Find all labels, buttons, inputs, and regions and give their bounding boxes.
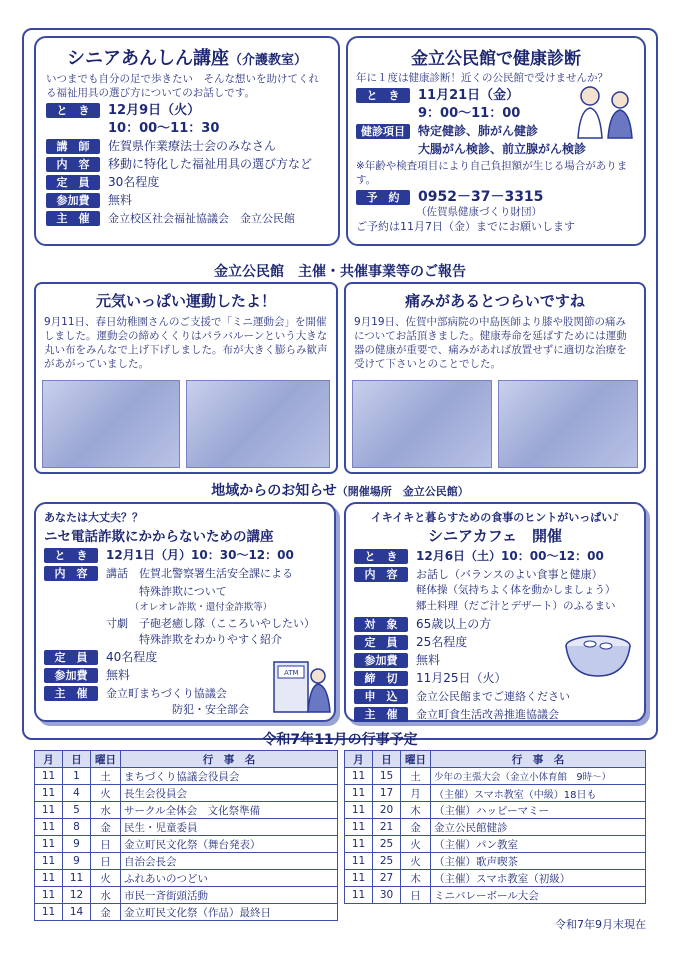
- health-value-items: 特定健診、肺がん健診: [418, 124, 539, 138]
- report2-photo-right: [498, 380, 638, 468]
- cell-event: 民生・児童委員: [121, 819, 338, 836]
- table-row: [35, 785, 338, 802]
- cell-weekday: 金: [91, 904, 121, 921]
- cell-event: （主催）ハッピーマミー: [431, 802, 646, 819]
- health-check-box: [346, 36, 646, 246]
- cell-day: 9: [63, 853, 91, 870]
- table-row: [345, 819, 646, 836]
- senior-cafe-box: [344, 502, 646, 722]
- fraud-title: ニセ電話詐欺にかからないための講座: [44, 529, 274, 545]
- cell-month: 11: [35, 768, 63, 785]
- cafe-value-content3: 郷土料理（だご汁とデザート）のふるまい: [416, 600, 616, 612]
- cafe-label-capacity: 定 員: [354, 635, 408, 650]
- table-row: [345, 768, 646, 785]
- report-exercise-box: [34, 282, 338, 474]
- cell-day: 14: [63, 904, 91, 921]
- cell-weekday: 火: [91, 785, 121, 802]
- cafe-value-deadline: 11月25日（火）: [416, 671, 507, 685]
- senior-course-box: [34, 36, 340, 246]
- senior-rows: [46, 103, 328, 226]
- health-label-reserve: 予 約: [356, 190, 410, 205]
- senior-title: [46, 44, 328, 70]
- fraud-label-date: と き: [44, 548, 98, 563]
- table-row: [35, 768, 338, 785]
- senior-value-time: 10：00～11：30: [108, 121, 220, 136]
- senior-value-capacity: 30名程度: [108, 175, 160, 189]
- fraud-row-content4: [44, 616, 326, 631]
- report1-title: 元気いっぱい運動したよ！: [95, 292, 276, 310]
- senior-label-date: と き: [46, 103, 100, 118]
- table-row: [35, 870, 338, 887]
- cafe-row-host: [354, 707, 636, 722]
- cell-day: 17: [373, 785, 401, 802]
- calendar-header-row: [345, 751, 646, 768]
- cafe-value-date: 12月6日（土）10：00～12：00: [416, 549, 604, 563]
- senior-value-host: 金立校区社会福祉協議会 金立公民館: [108, 212, 295, 225]
- cafe-value-host: 金立町食生活改善推進協議会: [416, 708, 559, 721]
- fraud-label-capacity: 定 員: [44, 650, 98, 665]
- health-row-items2: [356, 142, 636, 157]
- cell-event: サークル全体会 文化祭準備: [121, 802, 338, 819]
- report2-photo-left: [352, 380, 492, 468]
- cafe-label-target: 対 象: [354, 617, 408, 632]
- report-heading: 金立公民館 主催・共催事業等のご報告: [214, 264, 466, 280]
- cafe-row-content: [354, 567, 636, 582]
- senior-row-host: [46, 211, 328, 226]
- health-value-items2: 大腸がん検診、前立腺がん検診: [418, 142, 587, 156]
- calendar-footer: 令和7年9月末現在: [555, 918, 646, 931]
- cell-day: 11: [63, 870, 91, 887]
- cell-month: 11: [345, 836, 373, 853]
- cell-event: （主催）歌声喫茶: [431, 853, 646, 870]
- senior-row-lecturer: [46, 139, 328, 154]
- header-day: 日: [63, 751, 91, 768]
- health-intro: 年に１度は健康診断！近くの公民館で受けませんか？: [356, 72, 608, 84]
- senior-label-host: 主 催: [46, 211, 100, 226]
- cell-month: 11: [345, 785, 373, 802]
- fraud-value-content5: 特殊詐欺をわかりやすく紹介: [106, 633, 282, 646]
- cell-month: 11: [35, 785, 63, 802]
- senior-value-fee: 無料: [108, 193, 133, 207]
- health-note: ※年齢や検査項目により自己負担額が生じる場合があります。: [356, 160, 628, 186]
- cell-weekday: 日: [91, 836, 121, 853]
- senior-row-content: [46, 157, 328, 172]
- cafe-row-content3: [354, 599, 636, 614]
- senior-title-sub: （介護教室）: [228, 53, 307, 68]
- cell-day: 8: [63, 819, 91, 836]
- fraud-value-date: 12月1日（月）10：30～12：00: [106, 548, 294, 562]
- cell-weekday: 火: [401, 853, 431, 870]
- cell-day: 1: [63, 768, 91, 785]
- cafe-label-deadline: 締 切: [354, 671, 408, 686]
- cell-month: 11: [345, 887, 373, 904]
- cell-weekday: 金: [401, 819, 431, 836]
- senior-intro: いつまでも自分の足で歩きたい そんな想いを助けてくれる福祉用具の選び方についてのお話しです。: [46, 73, 319, 99]
- cell-month: 11: [345, 819, 373, 836]
- senior-value-lecturer: 佐賀県作業療法士会のみなさん: [108, 139, 277, 153]
- fraud-row-content3: [44, 600, 326, 615]
- fraud-row-content5: [44, 632, 326, 647]
- cafe-label-date: と き: [354, 549, 408, 564]
- cell-event: （主催）スマホ教室（初級）: [431, 870, 646, 887]
- report1-body: 9月11日、春日幼稚園さんのご支援で「ミニ運動会」を開催しました。運動会の締めくくりはパラバルーンという大きな丸い布をみんなで上げ下げしました。布が大きく膨らみ歓声があがっていました。: [44, 316, 328, 370]
- health-title: 金立公民館で健康診断: [411, 49, 581, 69]
- table-row: [35, 802, 338, 819]
- header-weekday: 曜日: [91, 751, 121, 768]
- table-row: [345, 870, 646, 887]
- cell-weekday: 木: [401, 870, 431, 887]
- cafe-label-apply: 申 込: [354, 689, 408, 704]
- fraud-value-content: 講話 佐賀北警察署生活安全課による: [106, 567, 293, 580]
- senior-label-capacity: 定 員: [46, 175, 100, 190]
- cell-month: 11: [345, 870, 373, 887]
- senior-row-date: [46, 103, 328, 118]
- cell-weekday: 水: [91, 887, 121, 904]
- cafe-title: シニアカフェ 開催: [427, 527, 563, 545]
- cell-day: 21: [373, 819, 401, 836]
- calendar-title: 令和7年11月の行事予定: [262, 732, 418, 748]
- table-row: [345, 853, 646, 870]
- atm-label: ATM: [284, 669, 299, 677]
- health-row-reserve: [356, 190, 636, 205]
- cafe-label-host: 主 催: [354, 707, 408, 722]
- cell-weekday: 土: [401, 768, 431, 785]
- cell-event: まちづくり協議会役員会: [121, 768, 338, 785]
- header-month: 月: [345, 751, 373, 768]
- cell-month: 11: [345, 768, 373, 785]
- local-heading-main: 地域からのお知らせ: [211, 483, 337, 499]
- cell-day: 9: [63, 836, 91, 853]
- header-day: 日: [373, 751, 401, 768]
- table-row: [345, 785, 646, 802]
- senior-label-lecturer: 講 師: [46, 139, 100, 154]
- senior-value-content: 移動に特化した福祉用具の選び方など: [108, 157, 313, 171]
- cell-event: 金立町民文化祭（舞台発表）: [121, 836, 338, 853]
- senior-label-fee: 参加費: [46, 193, 100, 208]
- fraud-value-content3: （オレオレ詐欺・還付金詐欺等）: [106, 602, 273, 613]
- health-value-date: 11月21日（金）: [418, 88, 520, 103]
- calendar-table-left: [34, 750, 338, 921]
- health-deadline: ご予約は11月7日（金）までにお願いします: [356, 220, 575, 233]
- cell-event: 金立町民文化祭（作品）最終日: [121, 904, 338, 921]
- cafe-pre: イキイキと暮らすための食事のヒントがいっぱい♪: [370, 511, 620, 524]
- report2-title: 痛みがあるとつらいですね: [405, 292, 585, 310]
- cell-day: 12: [63, 887, 91, 904]
- health-value-time: 9：00～11：00: [418, 106, 521, 121]
- senior-row-time: [46, 121, 328, 136]
- table-row: [35, 819, 338, 836]
- health-org: （佐賀県健康づくり財団）: [416, 206, 542, 218]
- cell-event: 少年の主張大会（金立小体育館 9時～）: [431, 768, 646, 785]
- health-label-items: 健診項目: [356, 124, 410, 139]
- cafe-value-content2: 軽体操（気持ちよく体を動かしましょう）: [416, 584, 616, 596]
- report-pain-box: [344, 282, 646, 474]
- cell-weekday: 日: [401, 887, 431, 904]
- cell-weekday: 木: [401, 802, 431, 819]
- header-event: 行 事 名: [431, 751, 646, 768]
- fraud-label-content: 内 容: [44, 566, 98, 581]
- fraud-row-content2: [44, 584, 326, 599]
- cell-weekday: 土: [91, 768, 121, 785]
- cafe-label-fee: 参加費: [354, 653, 408, 668]
- cell-weekday: 月: [401, 785, 431, 802]
- report1-photo-left: [42, 380, 180, 468]
- cafe-row-content2: [354, 583, 636, 598]
- soup-bowl-illustration: [560, 624, 636, 680]
- cell-event: 金立公民館健診: [431, 819, 646, 836]
- fraud-value-content4: 寸劇 子砲老癒し隊（こころいやしたい）: [106, 617, 315, 630]
- local-heading-sub: （開催場所 金立公民館）: [336, 485, 469, 498]
- fraud-value-host: 金立町まちづくり協議会: [106, 687, 227, 700]
- cafe-value-fee: 無料: [416, 653, 441, 667]
- cell-event: （主催）パン教室: [431, 836, 646, 853]
- cafe-value-apply: 金立公民館までご連絡ください: [416, 690, 570, 703]
- cell-month: 11: [35, 904, 63, 921]
- cell-month: 11: [35, 836, 63, 853]
- cafe-row-date: [354, 549, 636, 564]
- table-row: [35, 836, 338, 853]
- fraud-row-content: [44, 566, 326, 581]
- header-month: 月: [35, 751, 63, 768]
- cell-month: 11: [35, 802, 63, 819]
- calendar-table-right: [344, 750, 646, 904]
- table-row: [35, 887, 338, 904]
- cell-day: 25: [373, 836, 401, 853]
- fraud-pre: あなたは大丈夫？？: [44, 511, 143, 524]
- header-event: 行 事 名: [121, 751, 338, 768]
- cell-weekday: 水: [91, 802, 121, 819]
- cell-day: 4: [63, 785, 91, 802]
- cell-month: 11: [35, 853, 63, 870]
- cafe-value-target: 65歳以上の方: [416, 617, 492, 631]
- fraud-label-fee: 参加費: [44, 668, 98, 683]
- cell-month: 11: [35, 819, 63, 836]
- cell-day: 15: [373, 768, 401, 785]
- fraud-value-fee: 無料: [106, 668, 131, 682]
- cell-event: 長生会役員会: [121, 785, 338, 802]
- cafe-value-content: お話し（バランスのよい食事と健康）: [416, 568, 603, 581]
- cell-month: 11: [35, 887, 63, 904]
- cell-weekday: 金: [91, 819, 121, 836]
- senior-title-main: シニアあんしん講座: [66, 48, 229, 69]
- senior-label-content: 内 容: [46, 157, 100, 172]
- fraud-value-host2: 防犯・安全部会: [172, 703, 249, 716]
- cell-weekday: 火: [401, 836, 431, 853]
- header-weekday: 曜日: [401, 751, 431, 768]
- table-row: [345, 887, 646, 904]
- senior-row-fee: [46, 193, 328, 208]
- health-phone: 0952－37－3315: [418, 189, 544, 205]
- report1-photo-right: [186, 380, 330, 468]
- cell-day: 20: [373, 802, 401, 819]
- table-row: [35, 853, 338, 870]
- atm-illustration: [272, 654, 332, 716]
- cell-day: 5: [63, 802, 91, 819]
- cafe-value-capacity: 25名程度: [416, 635, 468, 649]
- cell-month: 11: [35, 870, 63, 887]
- cell-event: 自治会長会: [121, 853, 338, 870]
- cell-event: （主催）スマホ教室（中級）18日も: [431, 785, 646, 802]
- cell-day: 27: [373, 870, 401, 887]
- cell-day: 30: [373, 887, 401, 904]
- cafe-label-content: 内 容: [354, 567, 408, 582]
- cell-day: 25: [373, 853, 401, 870]
- fraud-row-date: [44, 548, 326, 563]
- fraud-value-capacity: 40名程度: [106, 650, 158, 664]
- fraud-course-box: [34, 502, 336, 722]
- health-label-date: と き: [356, 88, 410, 103]
- cell-weekday: 火: [91, 870, 121, 887]
- table-row: [345, 802, 646, 819]
- cell-month: 11: [345, 853, 373, 870]
- cell-event: ミニバレーボール大会: [431, 887, 646, 904]
- report2-body: 9月19日、佐賀中部病院の中島医師より膝や股関節の痛みについてお話頂きました。健康寿命を延ばすためには運動器の健康が重要で、痛みがあれば放置せずに適切な治療を受けて下さいとのことでした。: [354, 316, 627, 370]
- table-row: [345, 836, 646, 853]
- cafe-row-apply: [354, 689, 636, 704]
- senior-row-capacity: [46, 175, 328, 190]
- cell-event: 市民一斉街頭活動: [121, 887, 338, 904]
- cell-event: ふれあいのつどい: [121, 870, 338, 887]
- cell-month: 11: [345, 802, 373, 819]
- cell-weekday: 日: [91, 853, 121, 870]
- doctor-illustration: [572, 82, 638, 140]
- senior-value-date: 12月9日（火）: [108, 103, 201, 118]
- fraud-label-host: 主 催: [44, 686, 98, 701]
- local-heading: [22, 480, 658, 500]
- table-row: [35, 904, 338, 921]
- fraud-value-content2: 特殊詐欺について: [106, 585, 227, 598]
- calendar-header-row: [35, 751, 338, 768]
